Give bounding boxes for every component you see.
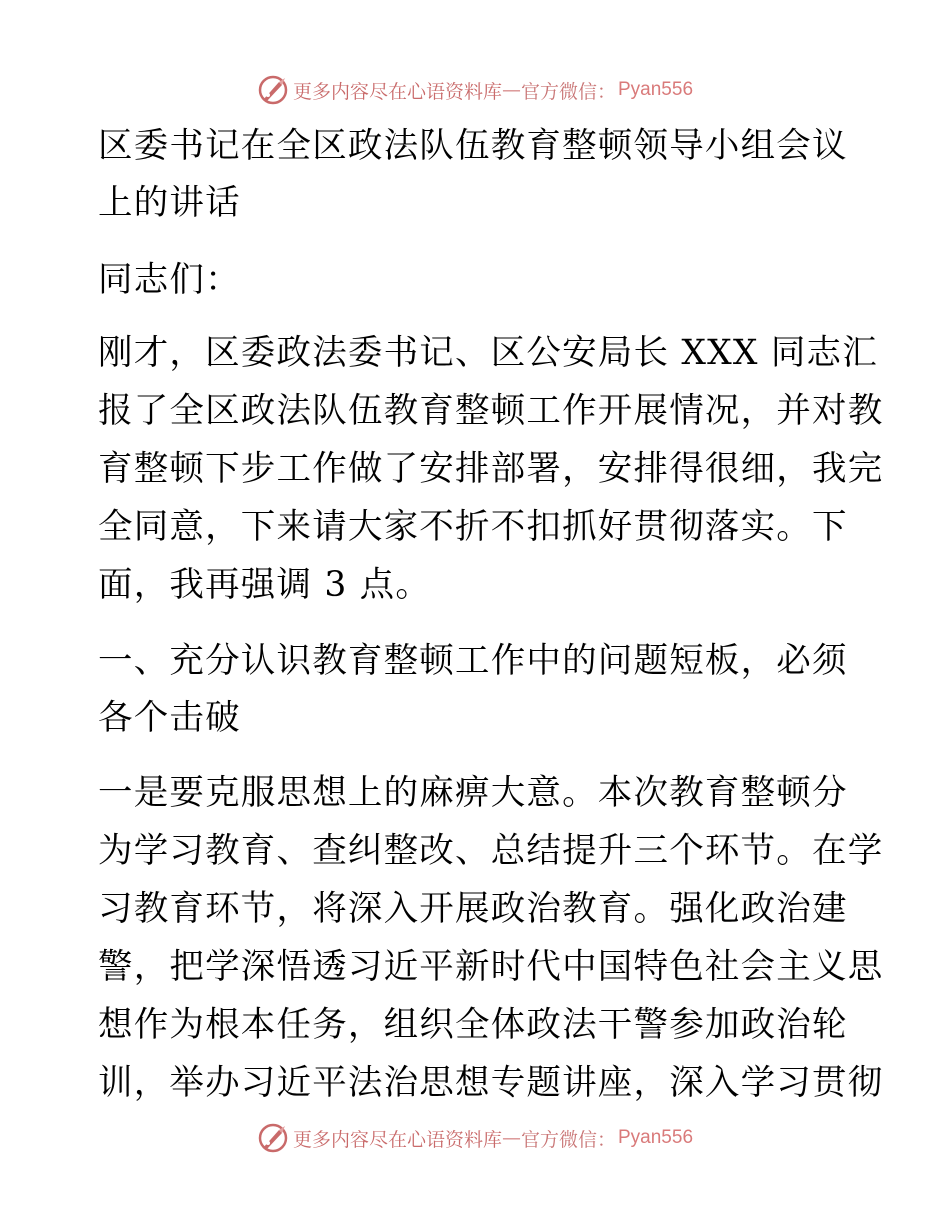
paragraph-line: 刚才，区委政法委书记、区公安局长 XXX 同志汇 [98,333,878,373]
watermark-separator: — [501,1127,521,1149]
section-heading-line: 各个击破 [98,698,241,738]
paragraph-line: 警，把学深悟透习近平新时代中国特色社会主义思 [98,947,884,987]
paragraph-line: 为学习教育、查纠整改、总结提升三个环节。在学 [98,831,884,871]
document-title-line: 区委书记在全区政法队伍教育整顿领导小组会议 [98,126,848,166]
paragraph-line: 训，举办习近平法治思想专题讲座，深入学习贯彻 [98,1063,884,1103]
document-title-line: 上的讲话 [98,183,241,223]
watermark-main-text: 更多内容尽在心语资料库 [292,1128,502,1151]
watermark-sub-text: 官方微信： [520,1128,616,1151]
paragraph-line: 全同意，下来请大家不折不扣抓好贯彻落实。下 [98,507,848,547]
watermark-sub-text: 官方微信： [520,80,616,103]
watermark-account-id: Pyan556 [618,79,694,100]
paragraph-line: 一是要克服思想上的麻痹大意。本次教育整顿分 [98,773,848,813]
watermark-account-id: Pyan556 [618,1127,694,1148]
watermark-separator: — [501,79,521,101]
footer-watermark [0,1118,950,1158]
paragraph-line: 习教育环节，将深入开展政治教育。强化政治建 [98,889,848,929]
paragraph-line: 想作为根本任务，组织全体政法干警参加政治轮 [98,1005,848,1045]
paragraph-line: 育整顿下步工作做了安排部署，安排得很细，我完 [98,449,884,489]
section-heading-line: 一、充分认识教育整顿工作中的问题短板，必须 [98,641,848,681]
paragraph-line: 面，我再强调 3 点。 [98,565,432,605]
paragraph-line: 报了全区政法队伍教育整顿工作开展情况，并对教 [98,391,884,431]
watermark-main-text: 更多内容尽在心语资料库 [292,80,502,103]
salutation: 同志们： [98,260,241,300]
quill-logo-icon [257,1122,289,1154]
